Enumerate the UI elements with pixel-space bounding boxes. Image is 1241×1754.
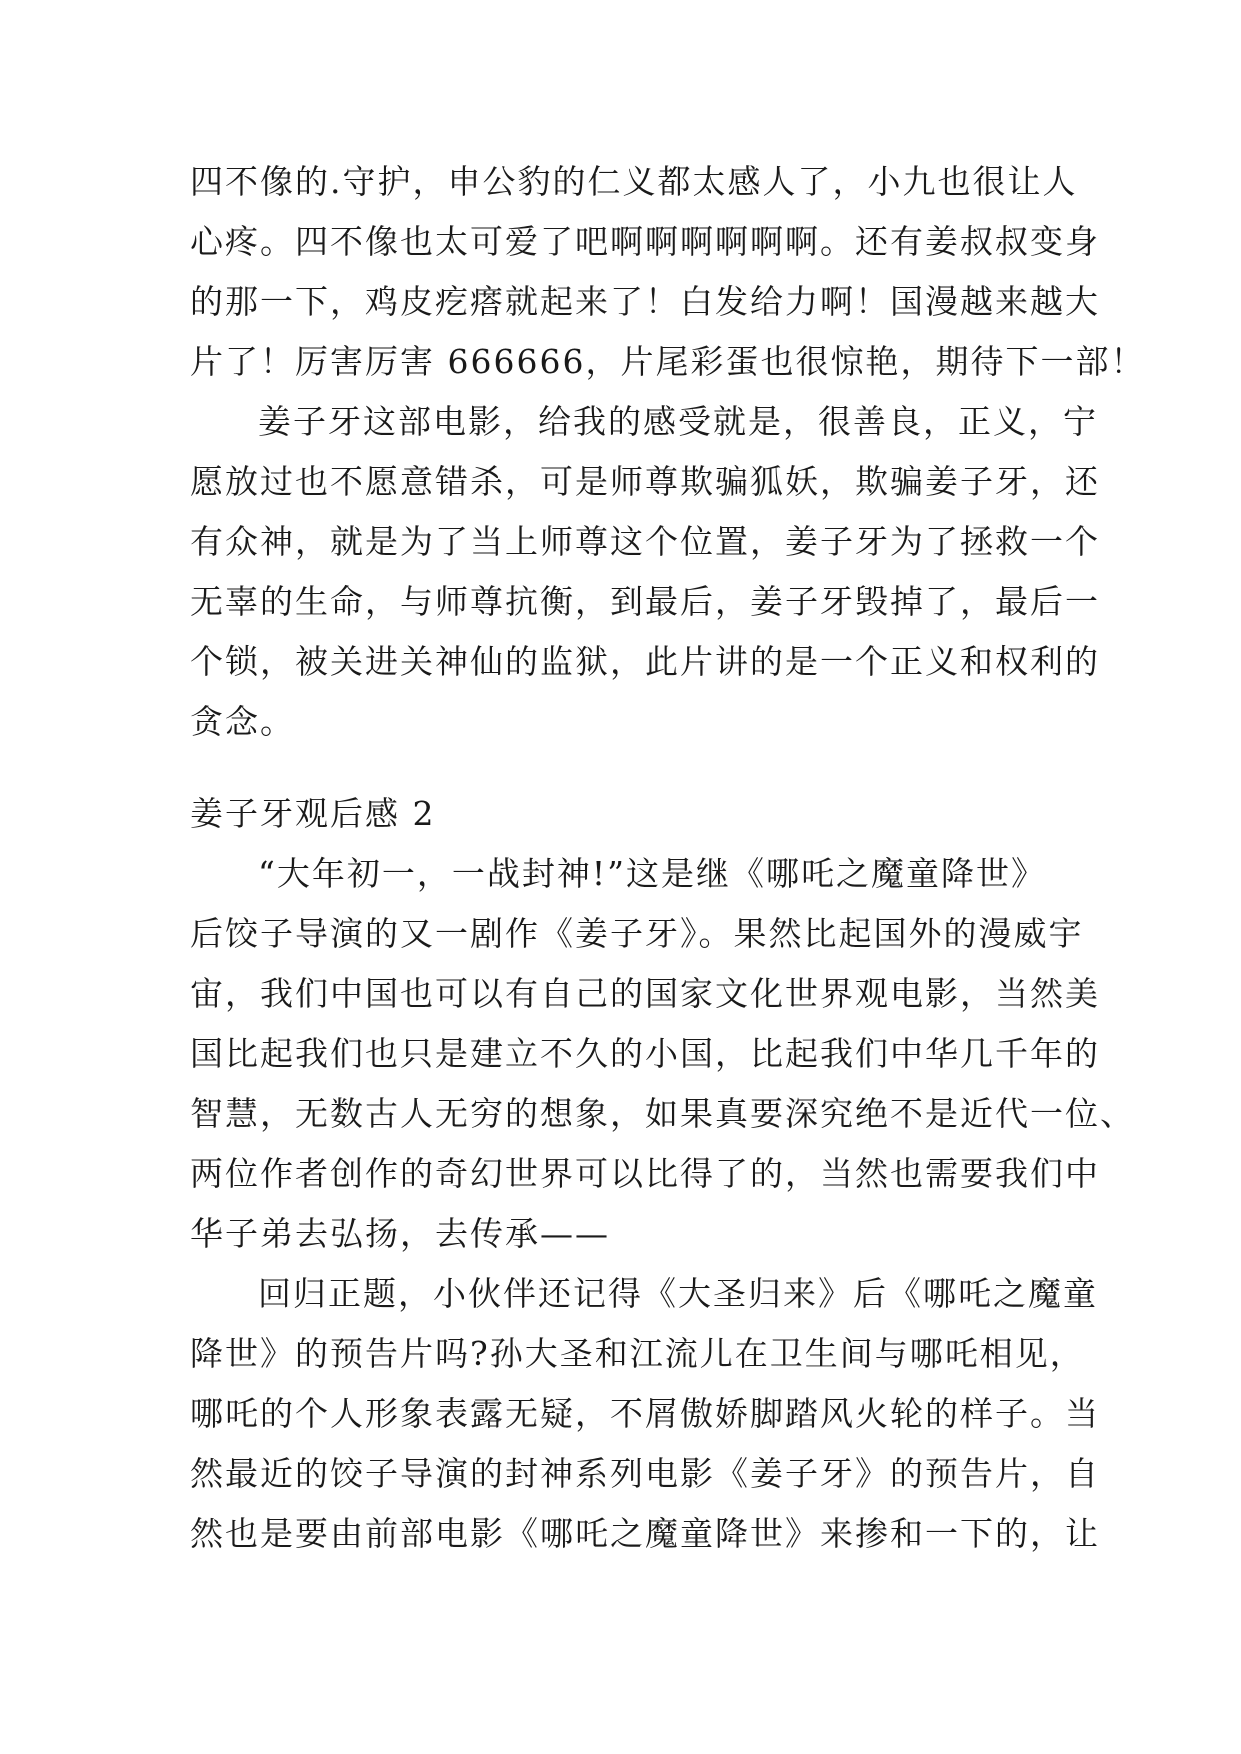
text-line: 贪念。 — [190, 702, 295, 741]
text-line: “大年初一，一战封神!”这是继《哪吒之魔童降世》 — [258, 854, 1047, 893]
text-line: 四不像的.守护，申公豹的仁义都太感人了，小九也很让人 — [190, 162, 1078, 201]
text-line: 个锁，被关进关神仙的监狱，此片讲的是一个正义和权利的 — [190, 642, 1100, 681]
paragraph-2 — [190, 392, 1100, 752]
section-1 — [190, 152, 1146, 752]
text-line: 宙，我们中国也可以有自己的国家文化世界观电影，当然美 — [190, 974, 1100, 1013]
text-line: 降世》的预告片吗?孙大圣和江流儿在卫生间与哪吒相见， — [190, 1334, 1085, 1373]
text-line: 然也是要由前部电影《哪吒之魔童降世》来掺和一下的，让 — [190, 1514, 1100, 1553]
text-line: 有众神，就是为了当上师尊这个位置，姜子牙为了拯救一个 — [190, 522, 1100, 561]
text-line: 愿放过也不愿意错杀，可是师尊欺骗狐妖，欺骗姜子牙，还 — [190, 462, 1100, 501]
text-line: 片了！厉害厉害 666666，片尾彩蛋也很惊艳，期待下一部！ — [190, 342, 1146, 381]
text-line: 哪吒的个人形象表露无疑，不屑傲娇脚踏风火轮的样子。当 — [190, 1394, 1100, 1433]
text-line: 心疼。四不像也太可爱了吧啊啊啊啊啊啊。还有姜叔叔变身 — [190, 222, 1100, 261]
text-line: 姜子牙这部电影，给我的感受就是，很善良，正义，宁 — [258, 402, 1098, 441]
text-line: 的那一下，鸡皮疙瘩就起来了！白发给力啊！国漫越来越大 — [190, 282, 1100, 321]
text-line: 然最近的饺子导演的封神系列电影《姜子牙》的预告片，自 — [190, 1454, 1100, 1493]
text-line: 后饺子导演的又一剧作《姜子牙》。果然比起国外的漫威宇 — [190, 914, 1084, 953]
paragraph-1 — [190, 152, 1146, 392]
section-heading: 姜子牙观后感 2 — [190, 794, 436, 833]
paragraph-4 — [190, 1264, 1100, 1564]
paragraph-3 — [190, 844, 1135, 1264]
text-line: 回归正题，小伙伴还记得《大圣归来》后《哪吒之魔童 — [258, 1274, 1098, 1313]
text-line: 国比起我们也只是建立不久的小国，比起我们中华几千年的 — [190, 1034, 1100, 1073]
text-line: 无辜的生命，与师尊抗衡，到最后，姜子牙毁掉了，最后一 — [190, 582, 1100, 621]
section-2 — [190, 784, 1135, 1564]
text-line: 智慧，无数古人无穷的想象，如果真要深究绝不是近代一位、 — [190, 1094, 1135, 1133]
text-line: 两位作者创作的奇幻世界可以比得了的，当然也需要我们中 — [190, 1154, 1100, 1193]
text-line: 华子弟去弘扬，去传承—— — [190, 1214, 610, 1253]
